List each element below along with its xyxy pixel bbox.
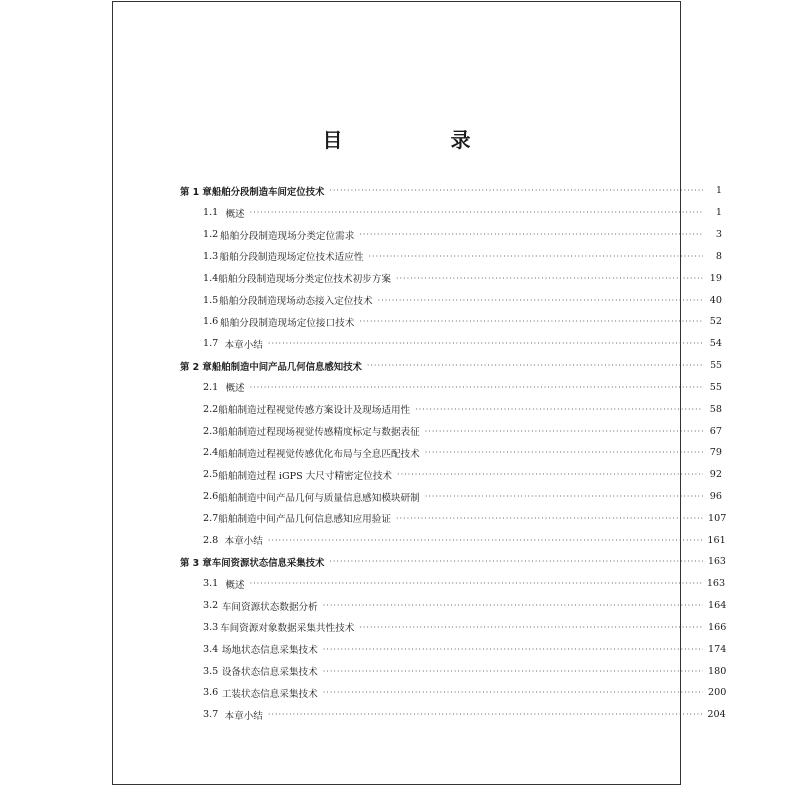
toc-section-row bbox=[180, 595, 727, 617]
dot-leader bbox=[323, 667, 703, 676]
toc-page-number: 174 bbox=[708, 643, 727, 655]
toc-page-number: 52 bbox=[709, 316, 722, 328]
toc-entry-number: 3.3 bbox=[203, 621, 219, 633]
dot-leader bbox=[359, 317, 703, 326]
dot-leader bbox=[367, 361, 703, 370]
toc-section-row bbox=[180, 376, 722, 398]
dot-leader bbox=[378, 296, 703, 305]
toc-entry-number: 1.2 bbox=[203, 229, 219, 241]
toc-entry-number: 第 1 章 bbox=[180, 186, 212, 198]
dot-leader bbox=[323, 645, 703, 654]
toc-chapter-row bbox=[180, 180, 722, 202]
toc-section-row bbox=[180, 464, 722, 486]
toc-section-row bbox=[180, 507, 727, 529]
toc-entry-number: 1.4 bbox=[203, 272, 219, 284]
dot-leader bbox=[396, 274, 703, 283]
toc-entry-title: 工装状态信息采集技术 bbox=[221, 688, 318, 700]
toc-section-row bbox=[180, 289, 722, 311]
toc-entry-title: 船舶分段制造现场分类定位需求 bbox=[220, 230, 355, 242]
dot-leader bbox=[268, 710, 703, 719]
toc-entry-title: 概述 bbox=[225, 208, 245, 220]
toc-entry-title: 船舶制造过程现场视觉传感精度标定与数据表征 bbox=[218, 427, 420, 439]
table-of-contents bbox=[180, 180, 727, 726]
toc-section-row bbox=[180, 267, 722, 289]
toc-entry-number: 3.5 bbox=[203, 665, 219, 677]
toc-page-number: 67 bbox=[709, 425, 722, 437]
toc-entry-title: 本章小结 bbox=[224, 710, 263, 722]
toc-page-number: 54 bbox=[709, 338, 722, 350]
toc-page-number: 55 bbox=[710, 360, 722, 372]
toc-entry-title: 车间资源状态数据分析 bbox=[221, 601, 318, 613]
toc-entry-title: 船舶分段制造现场分类定位技术初步方案 bbox=[218, 274, 391, 286]
toc-entry-title: 船舶分段制造现场动态接入定位技术 bbox=[219, 296, 373, 308]
toc-entry-number: 2.5 bbox=[203, 469, 219, 481]
toc-section-row bbox=[180, 202, 722, 224]
toc-section-row bbox=[180, 638, 727, 660]
toc-entry-title: 车间资源状态信息采集技术 bbox=[211, 557, 325, 569]
toc-chapter-row bbox=[180, 355, 722, 377]
toc-page-number: 96 bbox=[709, 491, 722, 502]
book-page bbox=[112, 1, 727, 785]
toc-page-number: 161 bbox=[707, 534, 726, 546]
toc-entry-title: 船舶制造过程视觉传感方案设计及现场适用性 bbox=[218, 405, 411, 417]
toc-chapter-row bbox=[180, 551, 726, 573]
toc-entry-title: 概述 bbox=[225, 579, 245, 591]
toc-entry-title: 本章小结 bbox=[224, 536, 263, 548]
toc-section-row bbox=[180, 398, 722, 420]
toc-page-number: 166 bbox=[708, 621, 727, 633]
toc-page-number: 204 bbox=[707, 709, 726, 721]
toc-entry-number: 1.1 bbox=[203, 207, 219, 219]
toc-section-row bbox=[180, 333, 722, 355]
toc-page-number: 1 bbox=[716, 185, 722, 197]
toc-entry-title: 设备状态信息采集技术 bbox=[221, 667, 318, 679]
toc-entry-title: 概述 bbox=[225, 383, 245, 395]
dot-leader bbox=[268, 536, 703, 545]
dot-leader bbox=[268, 339, 703, 348]
page-title: 目 录 bbox=[322, 128, 515, 152]
toc-page-number: 92 bbox=[709, 469, 722, 481]
toc-entry-number: 3.4 bbox=[203, 643, 219, 655]
toc-entry-title: 船舶分段制造现场定位技术适应性 bbox=[219, 252, 364, 264]
dot-leader bbox=[250, 208, 703, 217]
dot-leader bbox=[323, 688, 703, 697]
toc-entry-number: 1.7 bbox=[203, 338, 219, 350]
toc-entry-title: 船舶制造过程视觉传感优化布局与全息匹配技术 bbox=[218, 448, 420, 460]
toc-page-number: 58 bbox=[709, 403, 722, 415]
toc-entry-title: 车间资源对象数据采集共性技术 bbox=[220, 623, 355, 635]
toc-page-number: 19 bbox=[709, 272, 722, 284]
toc-entry-title: 船舶制造中间产品几何与质量信息感知模块研制 bbox=[218, 492, 420, 504]
toc-page-number: 40 bbox=[709, 294, 722, 306]
dot-leader bbox=[359, 623, 703, 632]
toc-entry-number: 2.7 bbox=[203, 512, 219, 524]
dot-leader bbox=[368, 252, 703, 261]
dot-leader bbox=[329, 557, 703, 566]
toc-section-row bbox=[180, 420, 722, 442]
toc-section-row bbox=[180, 573, 726, 595]
toc-entry-title: 船舶制造中间产品几何信息感知技术 bbox=[211, 361, 362, 373]
toc-entry-number: 3.6 bbox=[203, 687, 219, 699]
dot-leader bbox=[415, 405, 703, 414]
toc-section-row bbox=[180, 311, 722, 333]
dot-leader bbox=[250, 579, 702, 588]
dot-leader bbox=[425, 427, 703, 436]
toc-page-number: 164 bbox=[708, 600, 727, 612]
dot-leader bbox=[329, 186, 703, 195]
toc-page-number: 3 bbox=[715, 229, 722, 241]
toc-page-number: 1 bbox=[715, 207, 722, 219]
toc-entry-number: 3.2 bbox=[203, 600, 219, 612]
toc-entry-number: 第 3 章 bbox=[180, 557, 212, 569]
toc-entry-title: 船舶分段制造车间定位技术 bbox=[211, 186, 325, 198]
toc-page-number: 180 bbox=[708, 665, 727, 677]
toc-section-row bbox=[180, 486, 722, 508]
toc-entry-number: 3.1 bbox=[203, 578, 219, 590]
toc-entry-number: 1.3 bbox=[203, 250, 219, 262]
toc-page-number: 163 bbox=[706, 578, 726, 590]
toc-entry-title: 船舶制造过程 iGPS 大尺寸精密定位技术 bbox=[218, 470, 393, 482]
toc-section-row bbox=[180, 529, 726, 551]
dot-leader bbox=[250, 383, 703, 392]
toc-entry-number: 2.3 bbox=[203, 425, 219, 437]
dot-leader bbox=[397, 470, 703, 479]
toc-section-row bbox=[180, 617, 727, 639]
dot-leader bbox=[425, 492, 703, 501]
toc-entry-number: 1.5 bbox=[203, 294, 219, 306]
toc-entry-title: 船舶分段制造现场定位接口技术 bbox=[220, 317, 355, 329]
toc-entry-number: 2.2 bbox=[203, 403, 219, 415]
dot-leader bbox=[396, 514, 703, 523]
toc-page-number: 79 bbox=[709, 447, 722, 459]
toc-entry-title: 场地状态信息采集技术 bbox=[221, 645, 318, 657]
toc-page-number: 8 bbox=[715, 250, 722, 262]
toc-page-number: 200 bbox=[708, 687, 727, 699]
dot-leader bbox=[425, 448, 703, 457]
toc-entry-number: 2.6 bbox=[203, 491, 219, 502]
toc-entry-number: 2.1 bbox=[203, 381, 219, 393]
toc-section-row bbox=[180, 245, 722, 267]
dot-leader bbox=[359, 230, 703, 239]
toc-section-row bbox=[180, 660, 727, 682]
toc-entry-number: 2.4 bbox=[203, 447, 219, 459]
toc-page-number: 55 bbox=[709, 381, 722, 393]
toc-section-row bbox=[180, 442, 722, 464]
toc-page-number: 107 bbox=[708, 512, 727, 524]
toc-entry-number: 2.8 bbox=[203, 534, 219, 546]
toc-entry-title: 船舶制造中间产品几何信息感知应用验证 bbox=[218, 514, 391, 526]
toc-section-row bbox=[180, 224, 722, 246]
dot-leader bbox=[323, 601, 703, 610]
toc-page-number: 163 bbox=[708, 556, 726, 568]
toc-entry-number: 1.6 bbox=[203, 316, 219, 328]
toc-entry-number: 3.7 bbox=[203, 709, 219, 721]
toc-entry-title: 本章小结 bbox=[224, 339, 263, 351]
toc-entry-number: 第 2 章 bbox=[180, 361, 212, 373]
toc-section-row bbox=[180, 682, 727, 704]
toc-section-row bbox=[180, 704, 726, 726]
